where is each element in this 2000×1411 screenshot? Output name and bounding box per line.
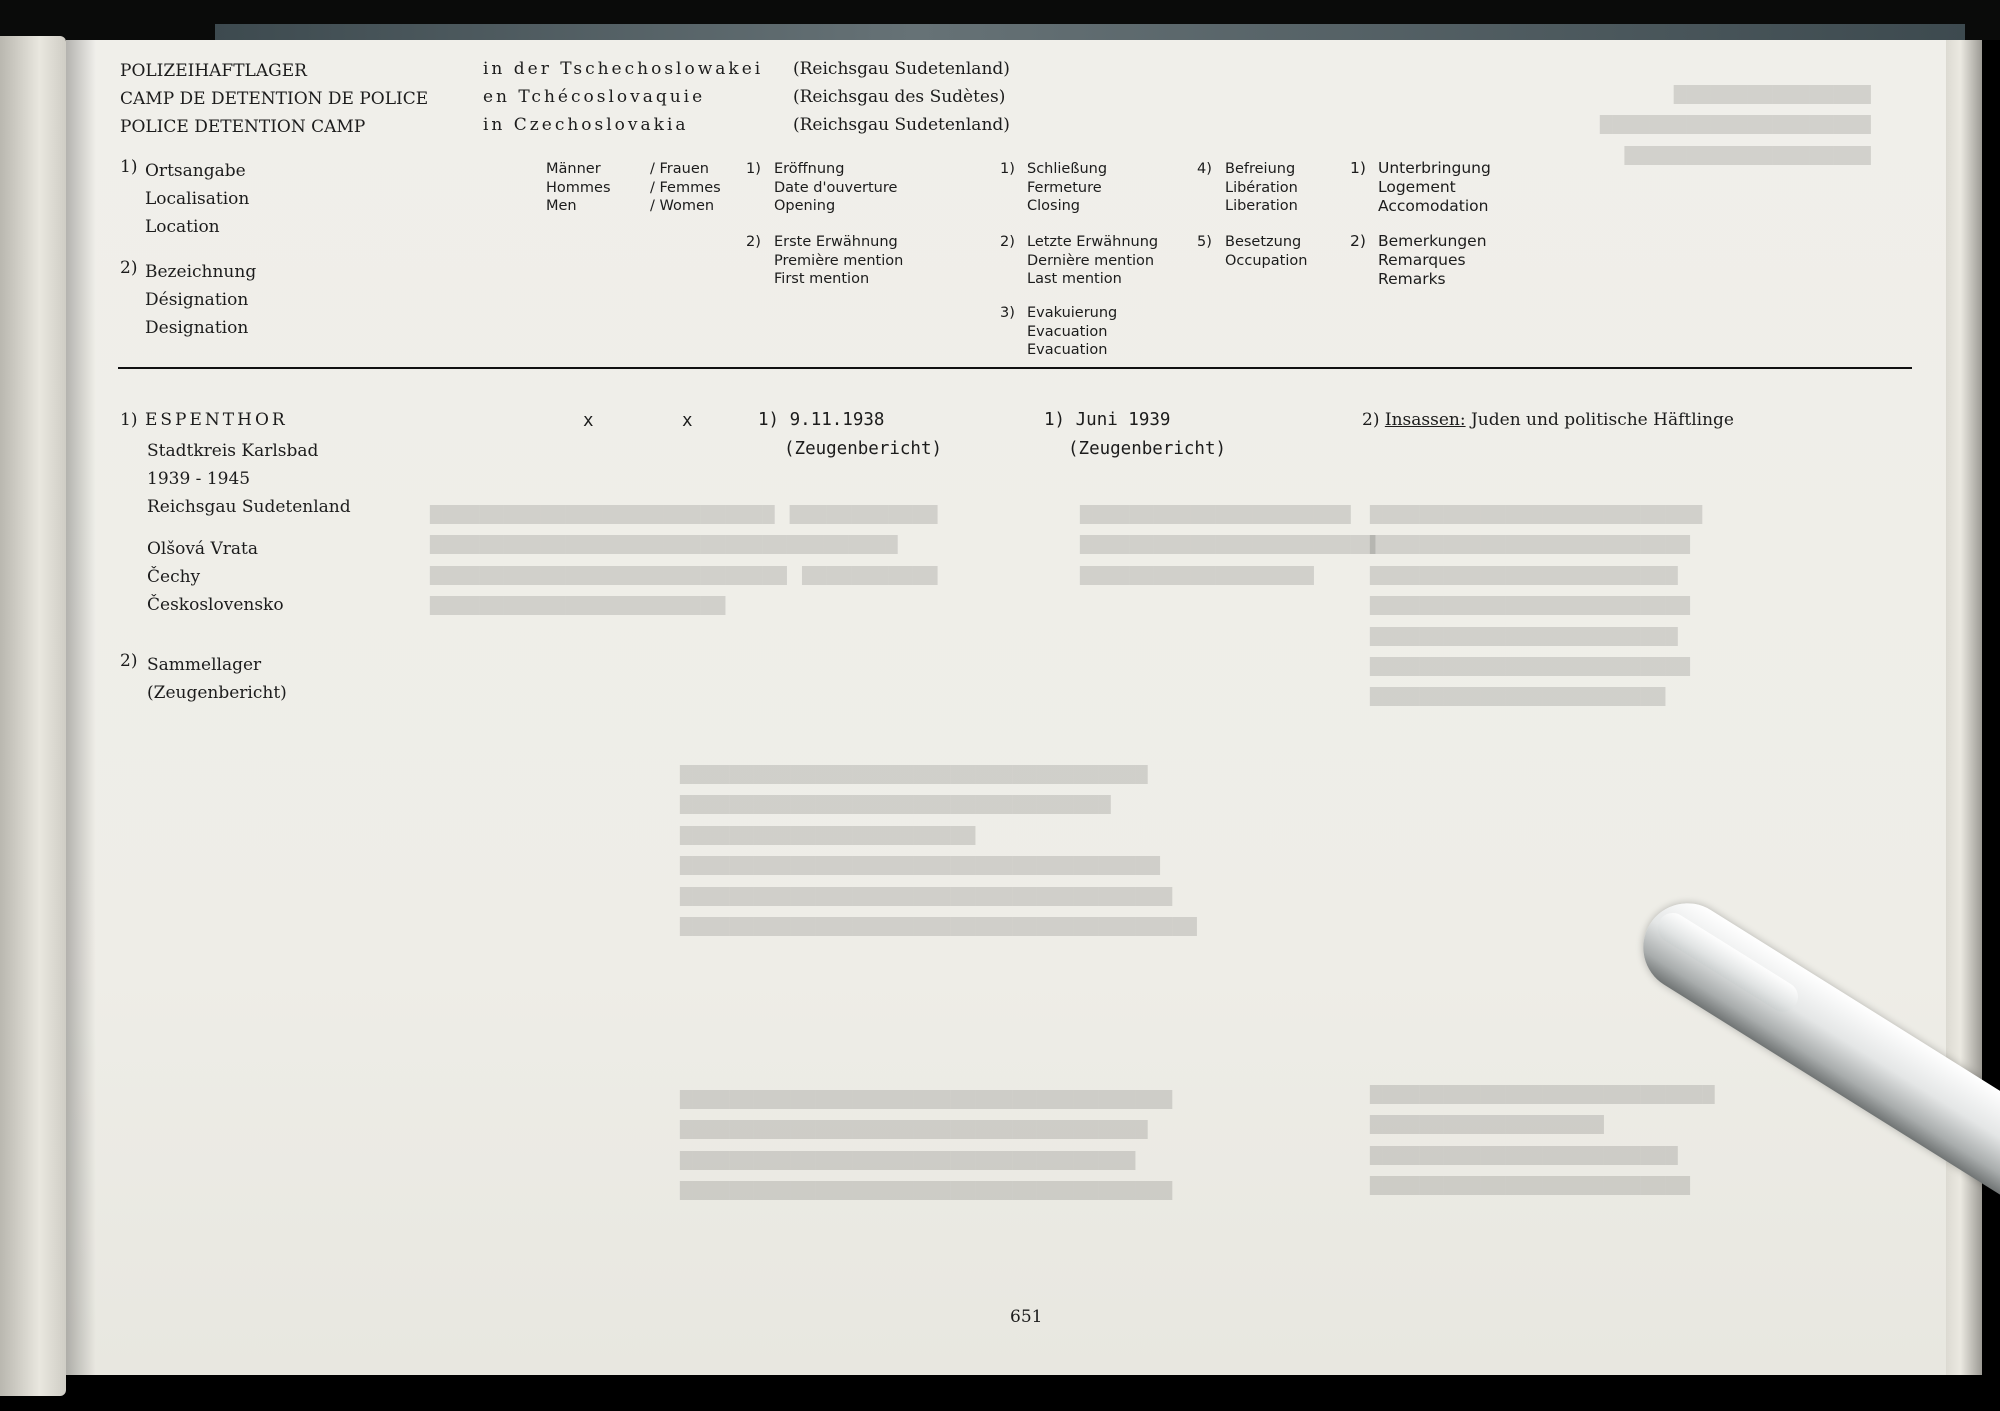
show-through-texture: ██████████████████████ ████████████████████████ ███████████████████ (1080, 505, 1376, 585)
show-through-texture: ███████████████████████████ ██████████████████████████ █████████████████████████ ██████████████████████████ █████████████████████████ ██████████████████████████ ████████████████████████ (1370, 505, 1703, 707)
legend-last-mention: Letzte Erwähnung Dernière mention Last mention (1027, 234, 1159, 287)
show-through-texture: ██████████████████████████████████████ ███████████████████████████████████ ████████████████████████ ███████████████████████████████████████ ████████████████████████████████████████ ██████████████████████████████████████████ (680, 765, 1197, 936)
region-fr: (Reichsgau des Sudètes) (793, 87, 1006, 107)
region-de: (Reichsgau Sudetenland) (793, 59, 1010, 79)
entry-designation: Sammellager (Zeugenbericht) (147, 655, 287, 703)
entry-men-mark: x (583, 411, 594, 431)
country-heading (483, 55, 763, 139)
entry-opening-source: (Zeugenbericht) (784, 439, 943, 459)
country-de: in der Tschechoslowakei (483, 59, 764, 79)
legend-liberation-number: 4) (1197, 161, 1212, 177)
show-through-texture: ████████████████████████████ ███████████████████ █████████████████████████ ██████████████████████████ (1370, 1085, 1715, 1196)
gutter-shadow (66, 40, 96, 1375)
legend-evacuation: Evakuierung Evacuation Evacuation (1027, 305, 1118, 358)
entry-opening: 1) 9.11.1938 (758, 410, 885, 430)
remarks-text: Juden und politische Häftlinge (1470, 410, 1734, 430)
entry-women-mark: x (682, 411, 693, 431)
entry-designation-number: 2) (120, 651, 138, 671)
legend-first-mention: Erste Erwähnung Première mention First mention (774, 234, 904, 287)
entry-name: ESPENTHOR (145, 410, 288, 430)
legend-occupation: Besetzung Occupation (1225, 234, 1308, 269)
legend-evacuation-number: 3) (1000, 305, 1015, 321)
legend-occupation-number: 5) (1197, 234, 1212, 250)
legend-location: Ortsangabe Localisation Location (145, 161, 250, 237)
legend-opening-number: 1) (746, 161, 761, 177)
facing-page-edge (0, 36, 66, 1396)
country-fr: en Tchécoslovaquie (483, 87, 706, 107)
legend-opening: Eröffnung Date d'ouverture Opening (774, 161, 898, 214)
show-through-texture: ████████████████████████████ ████████████ ██████████████████████████████████████ █████████████████████████████ ███████████ ████████████████████████ (430, 505, 938, 616)
camp-type-heading (120, 57, 428, 141)
legend-closing: Schließung Fermeture Closing (1027, 161, 1108, 214)
legend-remarks-number: 2) (1350, 232, 1366, 250)
page-number: 651 (1010, 1307, 1043, 1327)
legend-men-women: Männer / Frauen Hommes / Femmes Men / Women (546, 161, 721, 214)
header-divider (118, 367, 1912, 369)
show-through-texture: ████████████████████████████████████████ ██████████████████████████████████████ █████████████████████████████████████ ████████████████████████████████████████ (680, 1090, 1173, 1201)
region-en: (Reichsgau Sudetenland) (793, 115, 1010, 135)
entry-number: 1) (120, 410, 138, 430)
legend-first-mention-number: 2) (746, 234, 761, 250)
legend-designation: Bezeichnung Désignation Designation (145, 262, 257, 338)
country-en: in Czechoslovakia (483, 115, 689, 135)
legend-last-mention-number: 2) (1000, 234, 1015, 250)
camp-type-en: POLICE DETENTION CAMP (120, 117, 366, 137)
legend-liberation: Befreiung Libération Liberation (1225, 161, 1298, 214)
legend-accommodation: Unterbringung Logement Accomodation (1378, 159, 1491, 215)
entry-current-location: Olšová Vrata Čechy Československo (147, 539, 284, 615)
remarks-label: Insassen: (1384, 410, 1466, 430)
legend-designation-number: 2) (120, 258, 138, 278)
entry-remarks: 2) Insassen: Juden und politische Häftlinge (1362, 410, 1734, 430)
legend-closing-number: 1) (1000, 161, 1015, 177)
show-through-texture: ████████████████ ██████████████████████ ████████████████████ (1600, 85, 1871, 165)
camp-type-de: POLIZEIHAFTLAGER (120, 61, 307, 81)
entry-location: Stadtkreis Karlsbad 1939 - 1945 Reichsgau Sudetenland (147, 441, 351, 517)
entry-closing: 1) Juni 1939 (1044, 410, 1171, 430)
camp-type-fr: CAMP DE DETENTION DE POLICE (120, 89, 429, 109)
region-heading (793, 55, 1010, 139)
entry-closing-source: (Zeugenbericht) (1068, 439, 1227, 459)
legend-location-number: 1) (120, 157, 138, 177)
legend-remarks: Bemerkungen Remarques Remarks (1378, 232, 1487, 288)
legend-accommodation-number: 1) (1350, 159, 1366, 177)
